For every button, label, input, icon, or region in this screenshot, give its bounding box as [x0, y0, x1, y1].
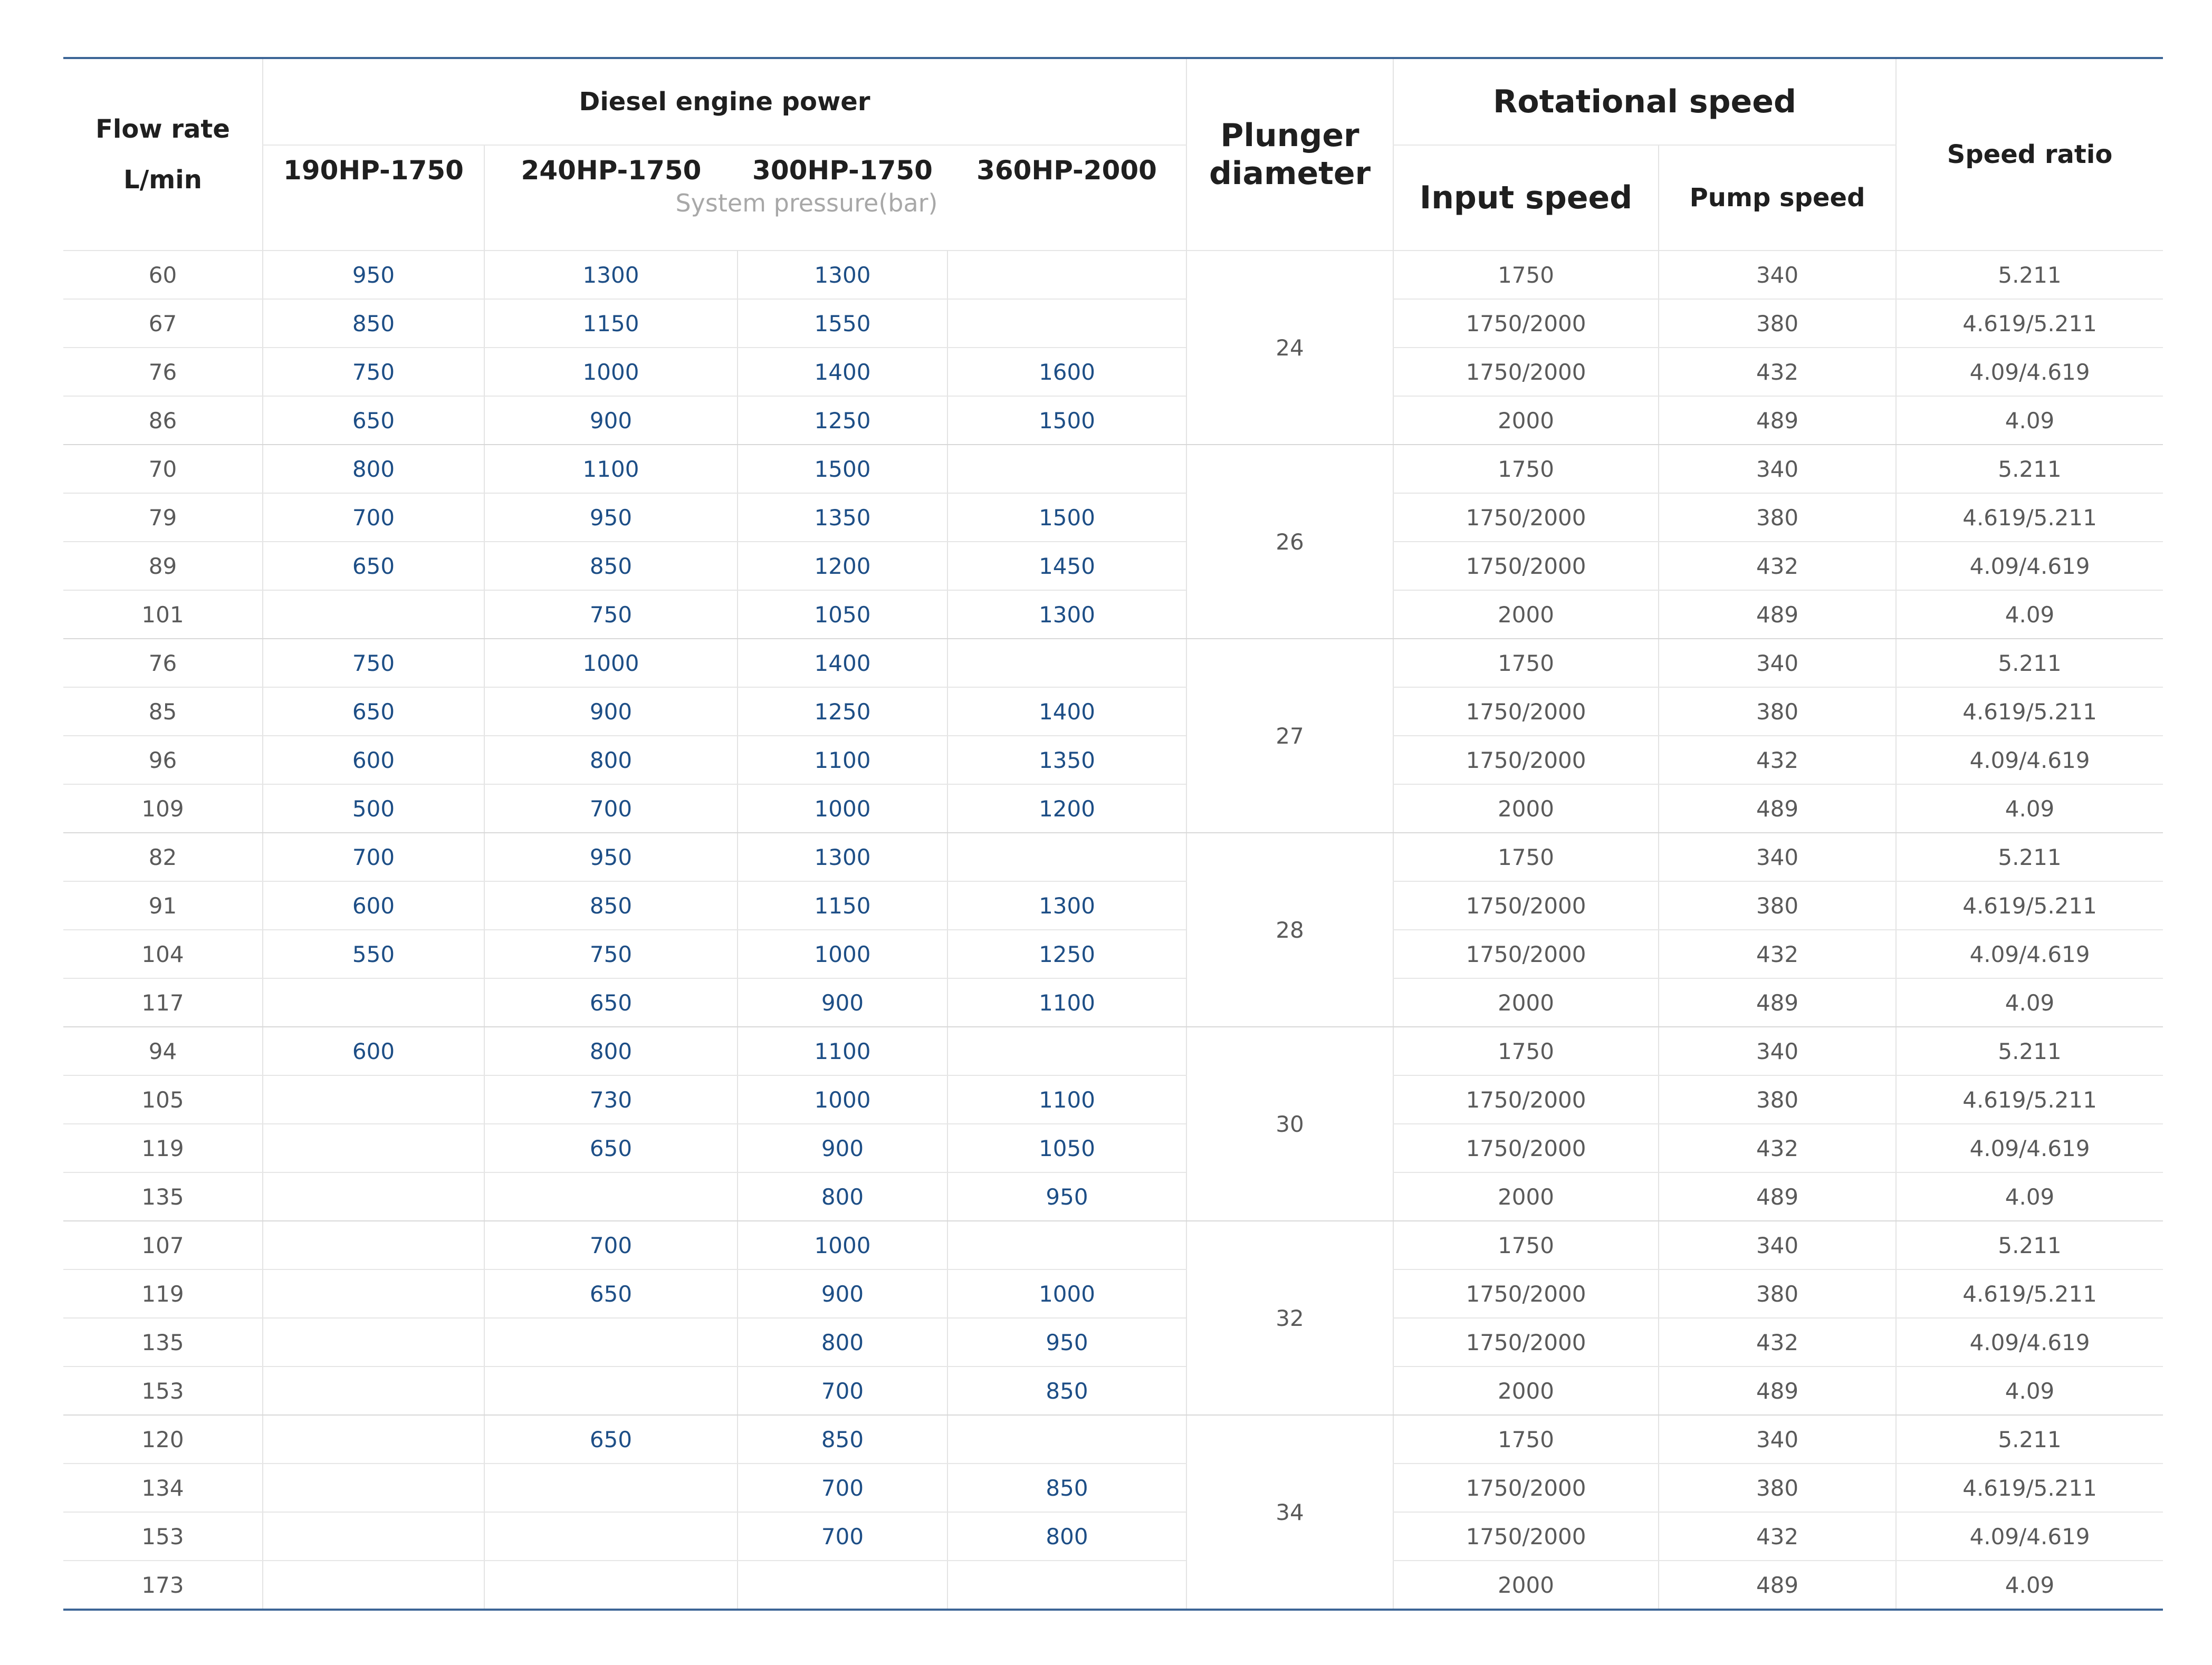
rotational-speed-header: Rotational speed: [1393, 58, 1896, 145]
pressure-190hp-cell: 750: [263, 348, 484, 396]
pressure-190hp-cell: 750: [263, 639, 484, 687]
input-speed-cell: 1750/2000: [1393, 299, 1659, 348]
pressure-240hp-cell: 950: [484, 493, 738, 542]
flow-rate-header-unit: L/min: [123, 165, 202, 195]
plunger-header-line2: diameter: [1209, 155, 1371, 192]
pressure-360hp-cell: 1250: [947, 930, 1186, 978]
plunger-header-line1: Plunger: [1220, 117, 1359, 154]
pressure-190hp-cell: 950: [263, 251, 484, 299]
pressure-300hp-cell: 800: [738, 1172, 947, 1221]
input-speed-cell: 1750/2000: [1393, 493, 1659, 542]
speed-ratio-cell: 5.211: [1896, 1221, 2163, 1269]
table-row: [63, 542, 2163, 590]
pressure-190hp-cell: [263, 1124, 484, 1172]
pressure-360hp-cell: 1000: [947, 1269, 1186, 1318]
pressure-300hp-cell: 1000: [738, 784, 947, 833]
speed-ratio-cell: 4.09: [1896, 590, 2163, 639]
flow-rate-cell: 105: [63, 1075, 263, 1124]
pressure-240hp-cell: 800: [484, 1027, 738, 1075]
input-speed-cell: 2000: [1393, 590, 1659, 639]
plunger-diameter-cell: 26: [1186, 445, 1393, 639]
input-speed-cell: 1750/2000: [1393, 348, 1659, 396]
pressure-360hp-cell: 1050: [947, 1124, 1186, 1172]
table-row: [63, 1318, 2163, 1366]
pressure-190hp-cell: [263, 1075, 484, 1124]
flow-rate-cell: 91: [63, 881, 263, 930]
table-row: [63, 493, 2163, 542]
table-row: [63, 736, 2163, 784]
pressure-240hp-cell: 750: [484, 590, 738, 639]
plunger-diameter-cell: 34: [1186, 1415, 1393, 1610]
plunger-diameter-cell: 24: [1186, 251, 1393, 445]
speed-ratio-cell: 5.211: [1896, 1415, 2163, 1464]
pump-spec-table: [63, 57, 2163, 1611]
pump-speed-cell: 380: [1659, 687, 1896, 736]
pressure-240hp-cell: 700: [484, 1221, 738, 1269]
pressure-300hp-cell: 900: [738, 1124, 947, 1172]
table-row: [63, 1124, 2163, 1172]
speed-ratio-cell: 4.09: [1896, 1366, 2163, 1415]
speed-ratio-cell: 4.09/4.619: [1896, 736, 2163, 784]
pressure-240hp-cell: 750: [484, 930, 738, 978]
pressure-300hp-cell: 700: [738, 1464, 947, 1512]
input-speed-cell: 2000: [1393, 1366, 1659, 1415]
pressure-360hp-cell: 1300: [947, 590, 1186, 639]
flow-rate-cell: 67: [63, 299, 263, 348]
table-row: [63, 1027, 2163, 1075]
table-row: [63, 1415, 2163, 1464]
pressure-190hp-cell: 650: [263, 542, 484, 590]
pressure-240hp-cell: 1150: [484, 299, 738, 348]
input-speed-cell: 1750: [1393, 445, 1659, 493]
pressure-190hp-cell: [263, 1269, 484, 1318]
system-pressure-label: System pressure(bar): [675, 189, 938, 217]
flow-rate-cell: 96: [63, 736, 263, 784]
pressure-300hp-cell: 1400: [738, 348, 947, 396]
pressure-190hp-cell: 500: [263, 784, 484, 833]
speed-ratio-cell: 4.09/4.619: [1896, 1124, 2163, 1172]
pressure-360hp-cell: 1500: [947, 493, 1186, 542]
input-speed-cell: 1750/2000: [1393, 930, 1659, 978]
speed-ratio-cell: 4.619/5.211: [1896, 1269, 2163, 1318]
speed-ratio-header: Speed ratio: [1896, 58, 2163, 251]
input-speed-cell: 1750/2000: [1393, 542, 1659, 590]
pump-speed-cell: 432: [1659, 348, 1896, 396]
input-speed-cell: 1750/2000: [1393, 1512, 1659, 1561]
pressure-190hp-cell: 650: [263, 396, 484, 445]
pressure-190hp-cell: 600: [263, 1027, 484, 1075]
pressure-240hp-cell: 650: [484, 1269, 738, 1318]
pressure-190hp-cell: [263, 1512, 484, 1561]
flow-rate-cell: 94: [63, 1027, 263, 1075]
pressure-190hp-cell: [263, 1221, 484, 1269]
pressure-190hp-cell: 600: [263, 881, 484, 930]
flow-rate-header: [63, 58, 263, 251]
pressure-360hp-cell: [947, 833, 1186, 881]
input-speed-cell: 1750: [1393, 639, 1659, 687]
pressure-190hp-cell: [263, 1318, 484, 1366]
flow-rate-cell: 119: [63, 1269, 263, 1318]
flow-rate-cell: 173: [63, 1561, 263, 1610]
speed-ratio-cell: 5.211: [1896, 251, 2163, 299]
flow-rate-cell: 153: [63, 1512, 263, 1561]
pressure-300hp-cell: 1100: [738, 1027, 947, 1075]
pump-speed-cell: 432: [1659, 736, 1896, 784]
input-speed-cell: 1750/2000: [1393, 736, 1659, 784]
pressure-300hp-cell: 1300: [738, 251, 947, 299]
table-row: [63, 978, 2163, 1027]
speed-ratio-cell: 4.09/4.619: [1896, 1318, 2163, 1366]
pressure-360hp-cell: 800: [947, 1512, 1186, 1561]
pressure-360hp-cell: 850: [947, 1366, 1186, 1415]
input-speed-cell: 1750/2000: [1393, 881, 1659, 930]
pump-speed-cell: 489: [1659, 1561, 1896, 1610]
pressure-360hp-cell: 1450: [947, 542, 1186, 590]
pressure-360hp-cell: 1500: [947, 396, 1186, 445]
speed-ratio-cell: 4.09: [1896, 396, 2163, 445]
speed-ratio-cell: 4.619/5.211: [1896, 1464, 2163, 1512]
flow-rate-header-line1: Flow rate: [95, 114, 230, 144]
input-speed-cell: 1750: [1393, 1027, 1659, 1075]
speed-ratio-cell: 4.09/4.619: [1896, 1512, 2163, 1561]
pressure-240hp-cell: 650: [484, 1415, 738, 1464]
flow-rate-cell: 119: [63, 1124, 263, 1172]
pump-speed-cell: 380: [1659, 881, 1896, 930]
pressure-360hp-cell: 950: [947, 1172, 1186, 1221]
spec-table-container: [63, 57, 2163, 1611]
input-speed-cell: 2000: [1393, 1172, 1659, 1221]
pressure-300hp-cell: 1550: [738, 299, 947, 348]
pressure-240hp-cell: 850: [484, 542, 738, 590]
pressure-240hp-cell: [484, 1561, 738, 1610]
speed-ratio-cell: 4.619/5.211: [1896, 493, 2163, 542]
input-speed-cell: 1750: [1393, 1415, 1659, 1464]
pressure-240hp-cell: 900: [484, 396, 738, 445]
flow-rate-cell: 120: [63, 1415, 263, 1464]
speed-ratio-cell: 4.09/4.619: [1896, 542, 2163, 590]
speed-ratio-cell: 4.619/5.211: [1896, 299, 2163, 348]
pump-speed-cell: 340: [1659, 1415, 1896, 1464]
pressure-300hp-cell: 800: [738, 1318, 947, 1366]
pressure-240hp-cell: [484, 1464, 738, 1512]
speed-ratio-cell: 4.09: [1896, 978, 2163, 1027]
input-speed-cell: 1750/2000: [1393, 1269, 1659, 1318]
plunger-diameter-cell: 32: [1186, 1221, 1393, 1415]
pressure-240hp-cell: 1300: [484, 251, 738, 299]
pressure-240hp-cell: 800: [484, 736, 738, 784]
pressure-190hp-cell: [263, 1172, 484, 1221]
pressure-360hp-cell: 1600: [947, 348, 1186, 396]
speed-ratio-cell: 4.09: [1896, 784, 2163, 833]
pressure-360hp-cell: [947, 445, 1186, 493]
plunger-diameter-cell: 27: [1186, 639, 1393, 833]
table-row: [63, 881, 2163, 930]
pressure-300hp-cell: 1250: [738, 396, 947, 445]
pressure-360hp-cell: [947, 1415, 1186, 1464]
flow-rate-cell: 134: [63, 1464, 263, 1512]
pressure-190hp-cell: 800: [263, 445, 484, 493]
pressure-300hp-cell: 700: [738, 1512, 947, 1561]
pump-speed-cell: 340: [1659, 1027, 1896, 1075]
pump-speed-cell: 489: [1659, 396, 1896, 445]
input-speed-cell: 2000: [1393, 978, 1659, 1027]
flow-rate-cell: 76: [63, 639, 263, 687]
pump-speed-cell: 432: [1659, 542, 1896, 590]
table-row: [63, 687, 2163, 736]
flow-rate-cell: 82: [63, 833, 263, 881]
plunger-diameter-cell: 30: [1186, 1027, 1393, 1221]
pressure-300hp-cell: 900: [738, 1269, 947, 1318]
pressure-190hp-cell: 850: [263, 299, 484, 348]
pump-speed-cell: 380: [1659, 493, 1896, 542]
input-speed-cell: 1750/2000: [1393, 1318, 1659, 1366]
pressure-300hp-cell: 1150: [738, 881, 947, 930]
pump-speed-cell: 340: [1659, 445, 1896, 493]
engine-240hp-header: 240HP-1750: [484, 145, 738, 251]
flow-rate-cell: 107: [63, 1221, 263, 1269]
table-row: [63, 348, 2163, 396]
pressure-240hp-cell: [484, 1366, 738, 1415]
input-speed-cell: 1750: [1393, 1221, 1659, 1269]
spec-table-body: [63, 251, 2163, 1610]
pressure-190hp-cell: 550: [263, 930, 484, 978]
pressure-240hp-cell: [484, 1512, 738, 1561]
flow-rate-cell: 109: [63, 784, 263, 833]
pressure-190hp-cell: [263, 978, 484, 1027]
speed-ratio-cell: 4.09/4.619: [1896, 930, 2163, 978]
pump-speed-cell: 380: [1659, 1075, 1896, 1124]
pressure-300hp-cell: 1100: [738, 736, 947, 784]
flow-rate-cell: 135: [63, 1318, 263, 1366]
pump-speed-cell: 380: [1659, 1464, 1896, 1512]
table-row: [63, 1464, 2163, 1512]
pressure-240hp-cell: 850: [484, 881, 738, 930]
pressure-360hp-cell: [947, 1561, 1186, 1610]
pressure-360hp-cell: 1100: [947, 978, 1186, 1027]
input-speed-cell: 1750/2000: [1393, 1075, 1659, 1124]
pressure-300hp-cell: 1200: [738, 542, 947, 590]
pump-speed-cell: 340: [1659, 639, 1896, 687]
pressure-360hp-cell: [947, 299, 1186, 348]
table-row: [63, 1075, 2163, 1124]
pressure-190hp-cell: [263, 590, 484, 639]
pressure-300hp-cell: 850: [738, 1415, 947, 1464]
input-speed-cell: 1750: [1393, 833, 1659, 881]
pressure-360hp-cell: [947, 1027, 1186, 1075]
input-speed-cell: 2000: [1393, 396, 1659, 445]
speed-ratio-cell: 4.09/4.619: [1896, 348, 2163, 396]
plunger-diameter-header: [1186, 58, 1393, 251]
pressure-240hp-cell: 650: [484, 978, 738, 1027]
input-speed-cell: 1750: [1393, 251, 1659, 299]
speed-ratio-cell: 5.211: [1896, 639, 2163, 687]
pressure-300hp-cell: 1000: [738, 1075, 947, 1124]
flow-rate-cell: 117: [63, 978, 263, 1027]
pressure-360hp-cell: 1200: [947, 784, 1186, 833]
pressure-300hp-cell: 1050: [738, 590, 947, 639]
pressure-300hp-cell: 1000: [738, 1221, 947, 1269]
pump-speed-cell: 380: [1659, 299, 1896, 348]
table-row: [63, 1561, 2163, 1610]
flow-rate-cell: 85: [63, 687, 263, 736]
flow-rate-cell: 104: [63, 930, 263, 978]
pressure-300hp-cell: 900: [738, 978, 947, 1027]
engine-190hp-header: 190HP-1750: [263, 145, 484, 251]
pressure-300hp-cell: [738, 1561, 947, 1610]
input-speed-cell: 1750/2000: [1393, 1124, 1659, 1172]
pressure-240hp-cell: 950: [484, 833, 738, 881]
pressure-300hp-cell: 700: [738, 1366, 947, 1415]
pressure-300hp-cell: 1300: [738, 833, 947, 881]
speed-ratio-cell: 5.211: [1896, 833, 2163, 881]
pressure-240hp-cell: 730: [484, 1075, 738, 1124]
pressure-300hp-cell: 1250: [738, 687, 947, 736]
pump-speed-cell: 340: [1659, 251, 1896, 299]
speed-ratio-cell: 5.211: [1896, 445, 2163, 493]
pump-speed-cell: 432: [1659, 930, 1896, 978]
pump-speed-cell: 432: [1659, 1124, 1896, 1172]
flow-rate-cell: 70: [63, 445, 263, 493]
table-row: [63, 1221, 2163, 1269]
pressure-360hp-cell: [947, 251, 1186, 299]
plunger-diameter-cell: 28: [1186, 833, 1393, 1027]
pressure-190hp-cell: 700: [263, 493, 484, 542]
table-row: [63, 1172, 2163, 1221]
pressure-190hp-cell: [263, 1366, 484, 1415]
pressure-360hp-cell: [947, 1221, 1186, 1269]
pump-speed-cell: 340: [1659, 1221, 1896, 1269]
pump-speed-header: Pump speed: [1659, 145, 1896, 251]
pressure-240hp-cell: 700: [484, 784, 738, 833]
engine-300hp-header: 300HP-1750: [752, 155, 933, 186]
table-row: [63, 1512, 2163, 1561]
pump-speed-cell: 340: [1659, 833, 1896, 881]
pump-speed-cell: 489: [1659, 784, 1896, 833]
input-speed-cell: 1750/2000: [1393, 687, 1659, 736]
pressure-300hp-cell: 1500: [738, 445, 947, 493]
flow-rate-cell: 89: [63, 542, 263, 590]
pressure-190hp-cell: 600: [263, 736, 484, 784]
pressure-360hp-cell: 1300: [947, 881, 1186, 930]
pressure-190hp-cell: 650: [263, 687, 484, 736]
diesel-engine-power-header: Diesel engine power: [263, 58, 1186, 145]
speed-ratio-cell: 4.619/5.211: [1896, 881, 2163, 930]
pressure-360hp-cell: 1400: [947, 687, 1186, 736]
flow-rate-cell: 79: [63, 493, 263, 542]
table-row: [63, 299, 2163, 348]
pressure-300hp-cell: 1400: [738, 639, 947, 687]
pressure-360hp-cell: 850: [947, 1464, 1186, 1512]
pressure-190hp-cell: 700: [263, 833, 484, 881]
pressure-190hp-cell: [263, 1415, 484, 1464]
pressure-360hp-cell: 950: [947, 1318, 1186, 1366]
table-row: [63, 833, 2163, 881]
flow-rate-cell: 135: [63, 1172, 263, 1221]
table-row: [63, 784, 2163, 833]
pump-speed-cell: 489: [1659, 1366, 1896, 1415]
speed-ratio-cell: 4.09: [1896, 1561, 2163, 1610]
pressure-190hp-cell: [263, 1464, 484, 1512]
speed-ratio-cell: 4.09: [1896, 1172, 2163, 1221]
pressure-240hp-cell: [484, 1172, 738, 1221]
pressure-190hp-cell: [263, 1561, 484, 1610]
engine-360hp-header: 360HP-2000: [976, 155, 1157, 186]
table-row: [63, 445, 2163, 493]
table-row: [63, 396, 2163, 445]
pressure-300hp-cell: 1000: [738, 930, 947, 978]
pressure-360hp-cell: 1100: [947, 1075, 1186, 1124]
pump-speed-cell: 432: [1659, 1512, 1896, 1561]
pressure-240hp-cell: 1100: [484, 445, 738, 493]
speed-ratio-cell: 5.211: [1896, 1027, 2163, 1075]
pump-speed-cell: 489: [1659, 590, 1896, 639]
pump-speed-cell: 489: [1659, 1172, 1896, 1221]
pressure-240hp-cell: 900: [484, 687, 738, 736]
flow-rate-cell: 101: [63, 590, 263, 639]
table-row: [63, 1269, 2163, 1318]
flow-rate-cell: 86: [63, 396, 263, 445]
pressure-240hp-cell: 1000: [484, 639, 738, 687]
pressure-240hp-cell: 1000: [484, 348, 738, 396]
input-speed-cell: 2000: [1393, 1561, 1659, 1610]
table-row: [63, 639, 2163, 687]
pump-speed-cell: 489: [1659, 978, 1896, 1027]
input-speed-cell: 2000: [1393, 784, 1659, 833]
flow-rate-cell: 76: [63, 348, 263, 396]
speed-ratio-cell: 4.619/5.211: [1896, 1075, 2163, 1124]
table-row: [63, 251, 2163, 299]
pressure-360hp-cell: 1350: [947, 736, 1186, 784]
table-row: [63, 1366, 2163, 1415]
speed-ratio-cell: 4.619/5.211: [1896, 687, 2163, 736]
pressure-240hp-cell: 650: [484, 1124, 738, 1172]
pump-speed-cell: 432: [1659, 1318, 1896, 1366]
pressure-300hp-cell: 1350: [738, 493, 947, 542]
pressure-360hp-cell: [947, 639, 1186, 687]
input-speed-cell: 1750/2000: [1393, 1464, 1659, 1512]
table-row: [63, 930, 2163, 978]
pressure-240hp-cell: [484, 1318, 738, 1366]
flow-rate-cell: 60: [63, 251, 263, 299]
flow-rate-cell: 153: [63, 1366, 263, 1415]
pump-speed-cell: 380: [1659, 1269, 1896, 1318]
input-speed-header: Input speed: [1393, 145, 1659, 251]
table-row: [63, 590, 2163, 639]
